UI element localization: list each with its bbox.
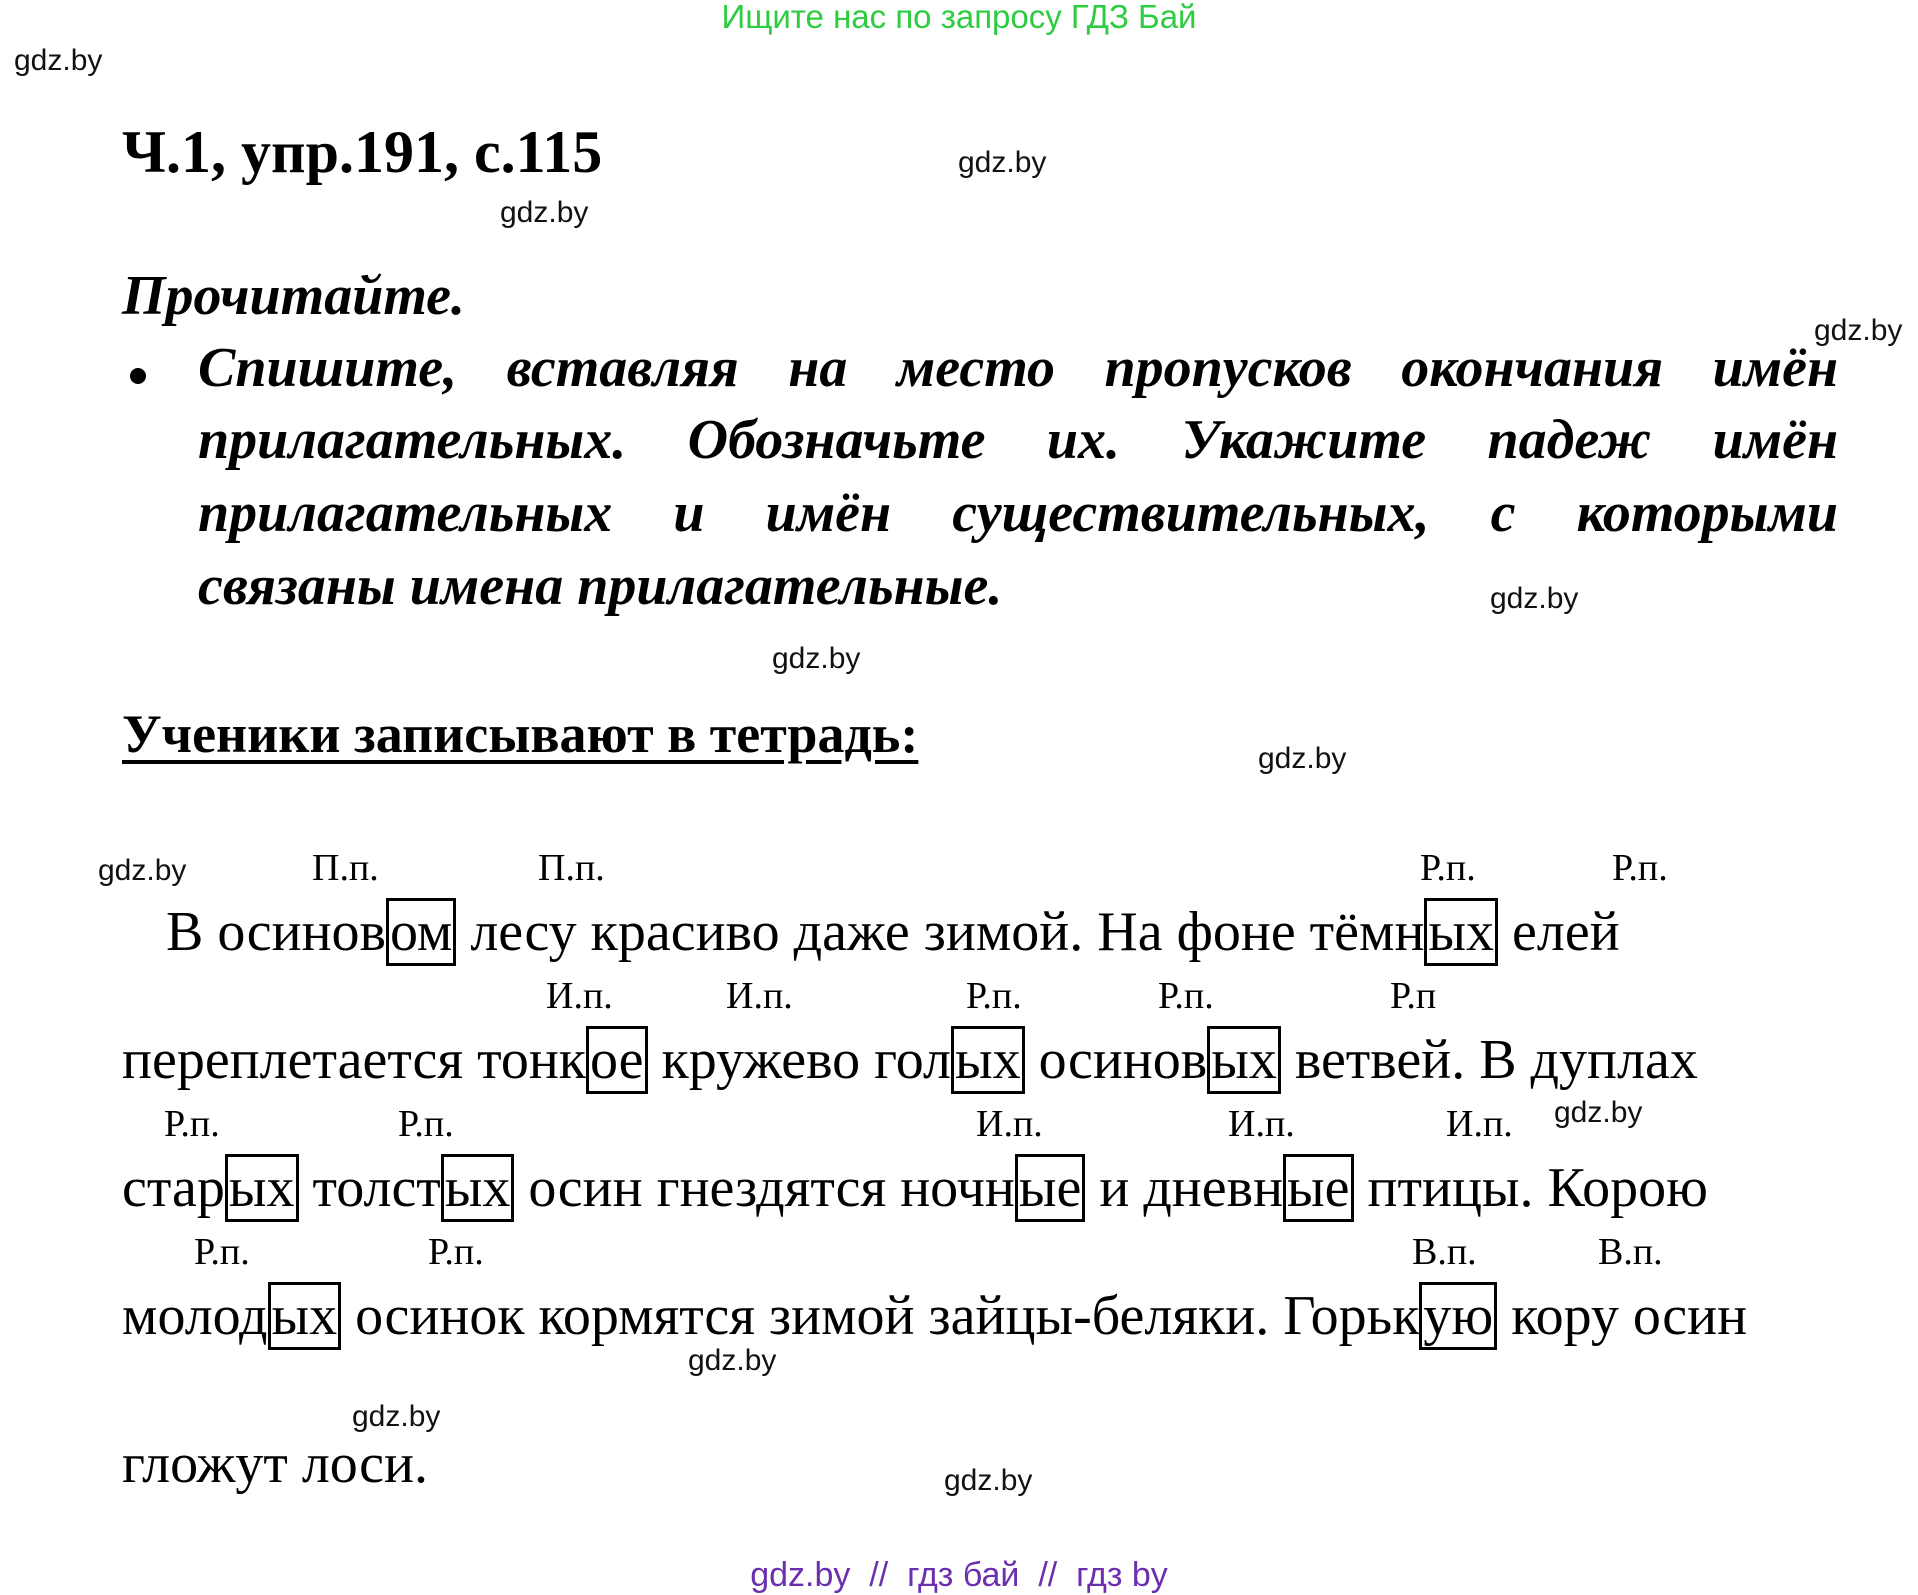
instruction-line-2: прилагательных. Обозначьте их. Укажите падеж имён [198, 409, 1839, 471]
watermark: gdz.by [500, 196, 589, 229]
instruction-line-4: связаны имена прилагательные. [198, 555, 1003, 617]
case-label: И.п. [726, 975, 793, 1017]
case-label: И.п. [546, 975, 613, 1017]
bullet-icon [130, 368, 146, 384]
text-line-5: гложут лоси. [122, 1433, 429, 1495]
watermark: gdz.by [1554, 1096, 1643, 1129]
watermark: gdz.by [14, 44, 103, 77]
ending-box: ых [1207, 1026, 1281, 1094]
watermark: gdz.by [352, 1400, 441, 1433]
case-label: Р.п. [428, 1231, 484, 1273]
case-label: Р.п [1390, 975, 1437, 1017]
case-label: Р.п. [1612, 847, 1668, 889]
case-label: П.п. [538, 847, 605, 889]
case-label: Р.п. [398, 1103, 454, 1145]
case-label: Р.п. [194, 1231, 250, 1273]
text-line-1: В осиновом лесу красиво даже зимой. На фоне тёмных елей [166, 900, 1620, 964]
text-line-2: переплетается тонкое кружево голых осиновых ветвей. В дуплах [122, 1028, 1698, 1092]
text-line-3: старых толстых осин гнездятся ночные и дневные птицы. Корою [122, 1156, 1708, 1220]
ending-box: ое [586, 1026, 648, 1094]
case-label: И.п. [1228, 1103, 1295, 1145]
section-heading: Ученики записывают в тетрадь: [122, 704, 919, 764]
case-label: И.п. [976, 1103, 1043, 1145]
text-line-4: молодых осинок кормятся зимой зайцы-беляки. Горькую кору осин [122, 1284, 1747, 1348]
case-label: Р.п. [1158, 975, 1214, 1017]
instruction-read: Прочитайте. [122, 265, 466, 327]
watermark: gdz.by [1814, 314, 1903, 347]
ending-box: ые [1015, 1154, 1085, 1222]
ending-box: ом [386, 898, 456, 966]
ending-box: ых [268, 1282, 342, 1350]
footer-links: gdz.by // гдз бай // гдз by [750, 1556, 1168, 1594]
ending-box: ую [1419, 1282, 1497, 1350]
case-label: Р.п. [1420, 847, 1476, 889]
instruction-line-3: прилагательных и имён существительных, с которыми [198, 482, 1839, 544]
case-label: В.п. [1598, 1231, 1663, 1273]
watermark: gdz.by [98, 854, 187, 887]
page-title: Ч.1, упр.191, с.115 [122, 119, 603, 185]
instruction-line-1: Спишите, вставляя на место пропусков окончания имён [198, 337, 1839, 399]
case-label: Р.п. [966, 975, 1022, 1017]
watermark: gdz.by [772, 642, 861, 675]
case-label: И.п. [1446, 1103, 1513, 1145]
ending-box: ых [441, 1154, 515, 1222]
watermark: gdz.by [688, 1344, 777, 1377]
watermark: gdz.by [1258, 742, 1347, 775]
watermark: gdz.by [958, 146, 1047, 179]
case-label: В.п. [1412, 1231, 1477, 1273]
case-label: Р.п. [164, 1103, 220, 1145]
ending-box: ых [1424, 898, 1498, 966]
ending-box: ые [1283, 1154, 1353, 1222]
watermark: gdz.by [1490, 582, 1579, 615]
ending-box: ых [225, 1154, 299, 1222]
watermark: gdz.by [944, 1464, 1033, 1497]
case-label: П.п. [312, 847, 379, 889]
ending-box: ых [951, 1026, 1025, 1094]
top-banner: Ищите нас по запросу ГДЗ Бай [721, 0, 1197, 35]
